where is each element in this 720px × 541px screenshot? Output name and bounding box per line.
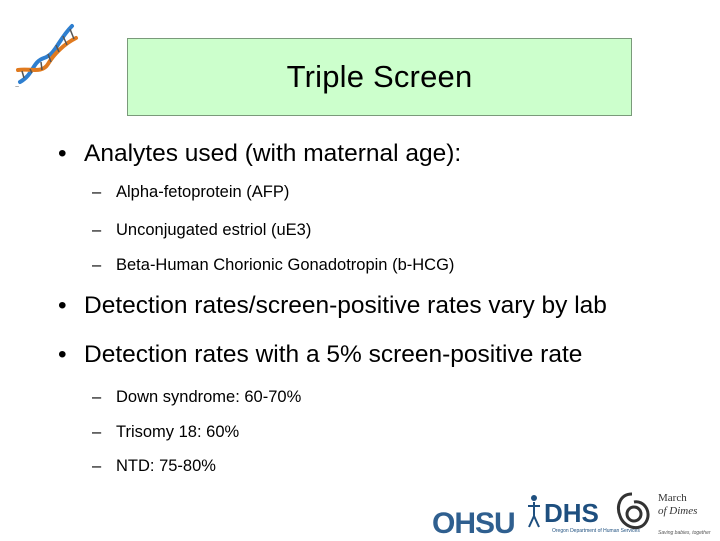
- bullet-analytes: [58, 140, 461, 168]
- sub-dash: –: [92, 221, 102, 239]
- sub-dash: –: [92, 423, 102, 441]
- sub-text: Down syndrome: 60-70%: [116, 388, 302, 406]
- bullet-detection-rates: [58, 341, 582, 369]
- sub-dash: –: [92, 183, 102, 201]
- svg-text:~: ~: [15, 84, 20, 90]
- slide-title: Triple Screen: [286, 59, 473, 94]
- mother-baby-icon: [612, 490, 654, 536]
- march-of-dimes-logo: [612, 488, 720, 540]
- sub-dash: –: [92, 457, 102, 475]
- sub-text: Alpha-fetoprotein (AFP): [116, 183, 290, 201]
- sub-item: [92, 457, 216, 476]
- mod-line-1: March: [658, 492, 687, 504]
- sub-item: [92, 388, 301, 407]
- sub-dash: –: [92, 388, 102, 406]
- bullet-text: Detection rates/screen-positive rates vary by lab: [84, 292, 607, 319]
- mod-line-2: of Dimes: [658, 505, 698, 517]
- bullet-text: Analytes used (with maternal age):: [84, 140, 462, 167]
- sub-text: Beta-Human Chorionic Gonadotropin (b-HCG): [116, 256, 455, 274]
- sub-dash: –: [92, 256, 102, 274]
- bullet-dot: •: [58, 292, 67, 319]
- bullet-detection-vary: [58, 292, 607, 320]
- dna-icon: [14, 18, 80, 90]
- dhs-figure-icon: [526, 494, 542, 528]
- sub-text: NTD: 75-80%: [116, 457, 216, 475]
- dhs-logo: DHS: [544, 498, 599, 528]
- sub-text: Unconjugated estriol (uE3): [116, 221, 312, 239]
- slide-title-box: [127, 38, 632, 116]
- bullet-text: Detection rates with a 5% screen-positive rate: [84, 341, 583, 368]
- sub-item: [92, 256, 454, 275]
- sub-item: [92, 423, 239, 442]
- bullet-dot: •: [58, 341, 67, 368]
- mod-tagline: Saving babies, together: [658, 530, 711, 536]
- march-of-dimes-name: [658, 492, 697, 518]
- footer-logos: [432, 488, 720, 540]
- dhs-subtitle: Oregon Department of Human Services: [552, 528, 640, 534]
- sub-text: Trisomy 18: 60%: [116, 423, 240, 441]
- sub-item: [92, 221, 311, 240]
- bullet-dot: •: [58, 140, 67, 167]
- sub-item: [92, 183, 289, 202]
- ohsu-logo: OHSU: [432, 507, 515, 540]
